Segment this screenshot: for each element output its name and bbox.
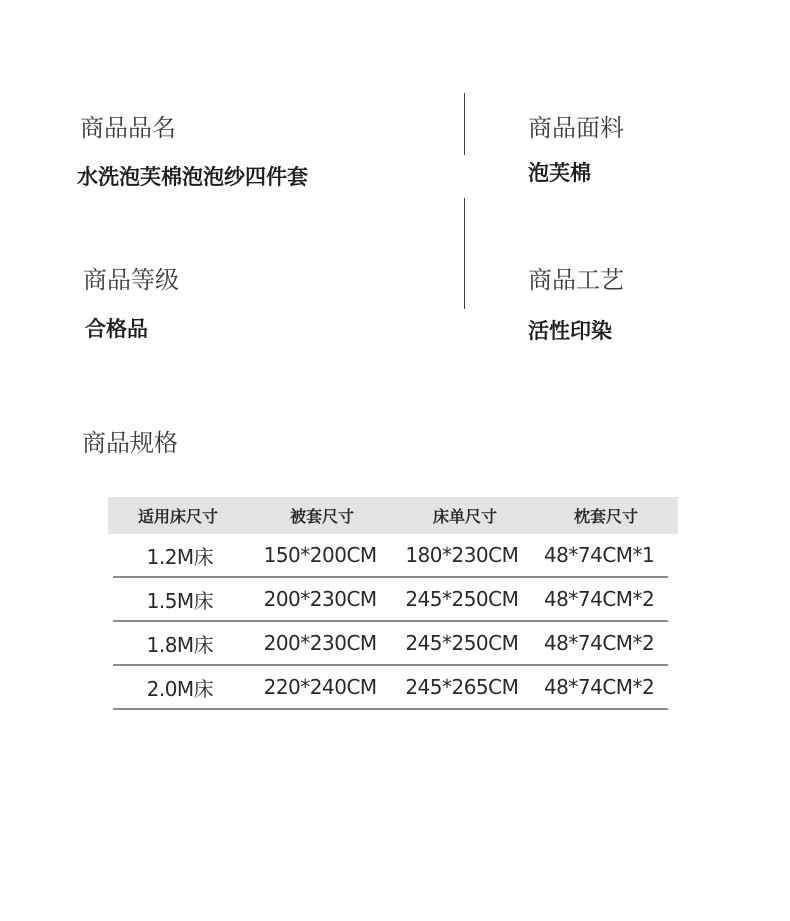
craft-label: 商品工艺 bbox=[528, 266, 624, 294]
fabric-label: 商品面料 bbox=[528, 114, 624, 142]
attribute-craft bbox=[528, 265, 624, 345]
cell-bed-size: 1.8M床 bbox=[146, 632, 214, 657]
cell-sheet-size: 180*230CM bbox=[405, 543, 519, 567]
cell-duvet-size: 200*230CM bbox=[263, 631, 377, 655]
product-name-value: 水洗泡芙棉泡泡纱四件套 bbox=[77, 165, 308, 189]
product-name-label: 商品品名 bbox=[80, 114, 176, 142]
header-sheet-size: 床单尺寸 bbox=[432, 507, 497, 526]
cell-pillowcase-size: 48*74CM*2 bbox=[543, 675, 655, 699]
cell-bed-size: 2.0M床 bbox=[146, 676, 214, 701]
spec-table bbox=[108, 497, 678, 710]
spec-section-title: 商品规格 bbox=[82, 429, 178, 457]
header-bed-size: 适用床尺寸 bbox=[137, 507, 218, 526]
attribute-grade bbox=[83, 265, 179, 343]
grade-label: 商品等级 bbox=[83, 266, 179, 294]
attribute-product-name bbox=[77, 113, 308, 191]
header-pillowcase-size: 枕套尺寸 bbox=[573, 507, 638, 526]
cell-duvet-size: 220*240CM bbox=[263, 675, 377, 699]
cell-sheet-size: 245*265CM bbox=[405, 675, 519, 699]
spec-table-header bbox=[108, 497, 678, 534]
cell-bed-size: 1.2M床 bbox=[146, 544, 214, 569]
cell-bed-size: 1.5M床 bbox=[146, 588, 214, 613]
table-row bbox=[113, 578, 668, 622]
grade-value: 合格品 bbox=[85, 317, 148, 341]
fabric-value: 泡芙棉 bbox=[528, 161, 591, 185]
craft-value: 活性印染 bbox=[528, 319, 612, 343]
cell-sheet-size: 245*250CM bbox=[405, 587, 519, 611]
cell-pillowcase-size: 48*74CM*1 bbox=[543, 543, 655, 567]
divider-vertical-top bbox=[464, 93, 465, 155]
cell-sheet-size: 245*250CM bbox=[405, 631, 519, 655]
cell-pillowcase-size: 48*74CM*2 bbox=[543, 631, 655, 655]
cell-duvet-size: 200*230CM bbox=[263, 587, 377, 611]
header-duvet-size: 被套尺寸 bbox=[289, 507, 354, 526]
table-row bbox=[113, 666, 668, 710]
divider-vertical-bottom bbox=[464, 198, 465, 309]
cell-pillowcase-size: 48*74CM*2 bbox=[543, 587, 655, 611]
cell-duvet-size: 150*200CM bbox=[263, 543, 377, 567]
table-row bbox=[113, 622, 668, 666]
attribute-fabric bbox=[528, 113, 624, 187]
table-row bbox=[113, 534, 668, 578]
